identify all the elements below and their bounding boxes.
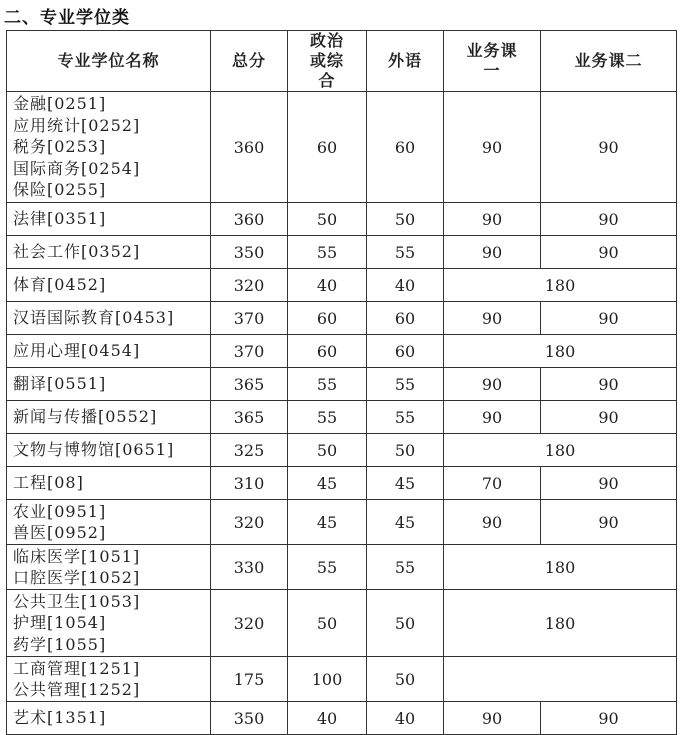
course-1-score-cell: 90	[444, 302, 541, 335]
degree-name: 应用统计[0252]	[13, 115, 141, 135]
combined-course-score-cell	[444, 657, 677, 702]
degree-name: 兽医[0952]	[13, 523, 107, 542]
total-score-cell: 350	[211, 702, 288, 735]
foreign-language-score-cell: 55	[367, 368, 444, 401]
table-row	[7, 590, 677, 657]
degree-name: 口腔医学[1052]	[13, 568, 141, 587]
foreign-language-score-cell: 60	[367, 335, 444, 368]
degree-name: 农业[0951]	[13, 501, 107, 521]
politics-score-cell: 50	[288, 203, 367, 236]
table-body	[7, 92, 677, 735]
table-row	[7, 92, 677, 203]
degree-name-cell	[7, 702, 211, 735]
header-politics: 政治或综合	[288, 31, 367, 92]
table-row	[7, 236, 677, 269]
degree-name-cell	[7, 92, 211, 203]
table-row	[7, 269, 677, 302]
table-row	[7, 401, 677, 434]
politics-score-cell: 40	[288, 269, 367, 302]
degree-name: 临床医学[1051]	[13, 546, 141, 566]
course-2-score-cell: 90	[541, 368, 677, 401]
degree-name: 工程[08]	[13, 473, 84, 493]
combined-course-score-cell: 180	[444, 545, 677, 590]
degree-name: 工商管理[1251]	[13, 658, 141, 678]
course-1-score-cell: 90	[444, 236, 541, 269]
score-table	[6, 30, 677, 735]
foreign-language-score-cell: 60	[367, 92, 444, 203]
degree-name: 公共卫生[1053]	[13, 591, 141, 611]
course-1-score-cell: 90	[444, 702, 541, 735]
total-score-cell: 365	[211, 401, 288, 434]
foreign-language-score-cell: 55	[367, 545, 444, 590]
header-course-1: 业务课一	[444, 31, 541, 92]
foreign-language-score-cell: 50	[367, 657, 444, 702]
course-2-score-cell: 90	[541, 203, 677, 236]
degree-name: 药学[1055]	[13, 634, 107, 654]
degree-name: 汉语国际教育[0453]	[13, 308, 175, 328]
combined-course-score-cell: 180	[444, 434, 677, 467]
degree-name-cell	[7, 500, 211, 545]
degree-name: 护理[1054]	[13, 613, 107, 633]
foreign-language-score-cell: 55	[367, 401, 444, 434]
course-1-score-cell: 90	[444, 500, 541, 545]
degree-name: 公共管理[1252]	[13, 680, 141, 699]
degree-name: 艺术[1351]	[13, 708, 107, 728]
degree-name: 翻译[0551]	[13, 374, 107, 394]
degree-name-cell	[7, 302, 211, 335]
foreign-language-score-cell: 40	[367, 269, 444, 302]
foreign-language-score-cell: 45	[367, 467, 444, 500]
degree-name: 金融[0251]	[13, 94, 107, 114]
table-row	[7, 368, 677, 401]
combined-course-score-cell: 180	[444, 335, 677, 368]
politics-score-cell: 60	[288, 92, 367, 203]
combined-course-score-cell: 180	[444, 269, 677, 302]
combined-course-score-cell: 180	[444, 590, 677, 657]
degree-name-cell	[7, 434, 211, 467]
table-row	[7, 657, 677, 702]
degree-name-cell	[7, 545, 211, 590]
table-row	[7, 500, 677, 545]
degree-name: 法律[0351]	[13, 209, 107, 229]
politics-score-cell: 45	[288, 500, 367, 545]
foreign-language-score-cell: 55	[367, 236, 444, 269]
total-score-cell: 350	[211, 236, 288, 269]
header-course-2: 业务课二	[541, 31, 677, 92]
degree-name-cell	[7, 467, 211, 500]
degree-name: 保险[0255]	[13, 180, 107, 200]
foreign-language-score-cell: 45	[367, 500, 444, 545]
header-total: 总分	[211, 31, 288, 92]
politics-score-cell: 55	[288, 368, 367, 401]
politics-score-cell: 50	[288, 590, 367, 657]
degree-name: 社会工作[0352]	[13, 242, 141, 262]
politics-score-cell: 100	[288, 657, 367, 702]
politics-score-cell: 55	[288, 401, 367, 434]
table-row	[7, 203, 677, 236]
total-score-cell: 320	[211, 269, 288, 302]
total-score-cell: 365	[211, 368, 288, 401]
politics-score-cell: 50	[288, 434, 367, 467]
total-score-cell: 310	[211, 467, 288, 500]
course-2-score-cell: 90	[541, 467, 677, 500]
course-2-score-cell: 90	[541, 702, 677, 735]
table-row	[7, 335, 677, 368]
politics-score-cell: 60	[288, 302, 367, 335]
header-foreign-language: 外语	[367, 31, 444, 92]
course-1-score-cell: 90	[444, 92, 541, 203]
total-score-cell: 360	[211, 203, 288, 236]
table-row	[7, 545, 677, 590]
total-score-cell: 370	[211, 335, 288, 368]
table-row	[7, 467, 677, 500]
degree-name: 新闻与传播[0552]	[13, 407, 158, 427]
degree-name-cell	[7, 590, 211, 657]
total-score-cell: 325	[211, 434, 288, 467]
course-1-score-cell: 70	[444, 467, 541, 500]
table-row	[7, 434, 677, 467]
degree-name-cell	[7, 335, 211, 368]
course-2-score-cell: 90	[541, 401, 677, 434]
header-row	[7, 31, 677, 92]
foreign-language-score-cell: 50	[367, 434, 444, 467]
total-score-cell: 320	[211, 590, 288, 657]
foreign-language-score-cell: 60	[367, 302, 444, 335]
politics-score-cell: 55	[288, 236, 367, 269]
degree-name-cell	[7, 368, 211, 401]
politics-score-cell: 40	[288, 702, 367, 735]
degree-name: 体育[0452]	[13, 275, 107, 295]
degree-name-cell	[7, 401, 211, 434]
total-score-cell: 360	[211, 92, 288, 203]
course-2-score-cell: 90	[541, 92, 677, 203]
politics-score-cell: 55	[288, 545, 367, 590]
politics-score-cell: 45	[288, 467, 367, 500]
course-2-score-cell: 90	[541, 302, 677, 335]
degree-name-cell	[7, 657, 211, 702]
degree-name-cell	[7, 236, 211, 269]
degree-name-cell	[7, 269, 211, 302]
degree-name: 税务[0253]	[13, 137, 107, 157]
course-1-score-cell: 90	[444, 203, 541, 236]
total-score-cell: 175	[211, 657, 288, 702]
course-1-score-cell: 90	[444, 368, 541, 401]
table-row	[7, 702, 677, 735]
total-score-cell: 370	[211, 302, 288, 335]
table-row	[7, 302, 677, 335]
degree-name: 国际商务[0254]	[13, 158, 141, 178]
course-1-score-cell: 90	[444, 401, 541, 434]
header-degree-name: 专业学位名称	[7, 31, 211, 92]
foreign-language-score-cell: 50	[367, 590, 444, 657]
total-score-cell: 330	[211, 545, 288, 590]
section-title: 二、专业学位类	[4, 8, 130, 28]
course-2-score-cell: 90	[541, 236, 677, 269]
politics-score-cell: 60	[288, 335, 367, 368]
foreign-language-score-cell: 50	[367, 203, 444, 236]
degree-name-cell	[7, 203, 211, 236]
degree-name: 文物与博物馆[0651]	[13, 440, 175, 460]
degree-name: 应用心理[0454]	[13, 341, 141, 361]
foreign-language-score-cell: 40	[367, 702, 444, 735]
total-score-cell: 320	[211, 500, 288, 545]
course-2-score-cell: 90	[541, 500, 677, 545]
